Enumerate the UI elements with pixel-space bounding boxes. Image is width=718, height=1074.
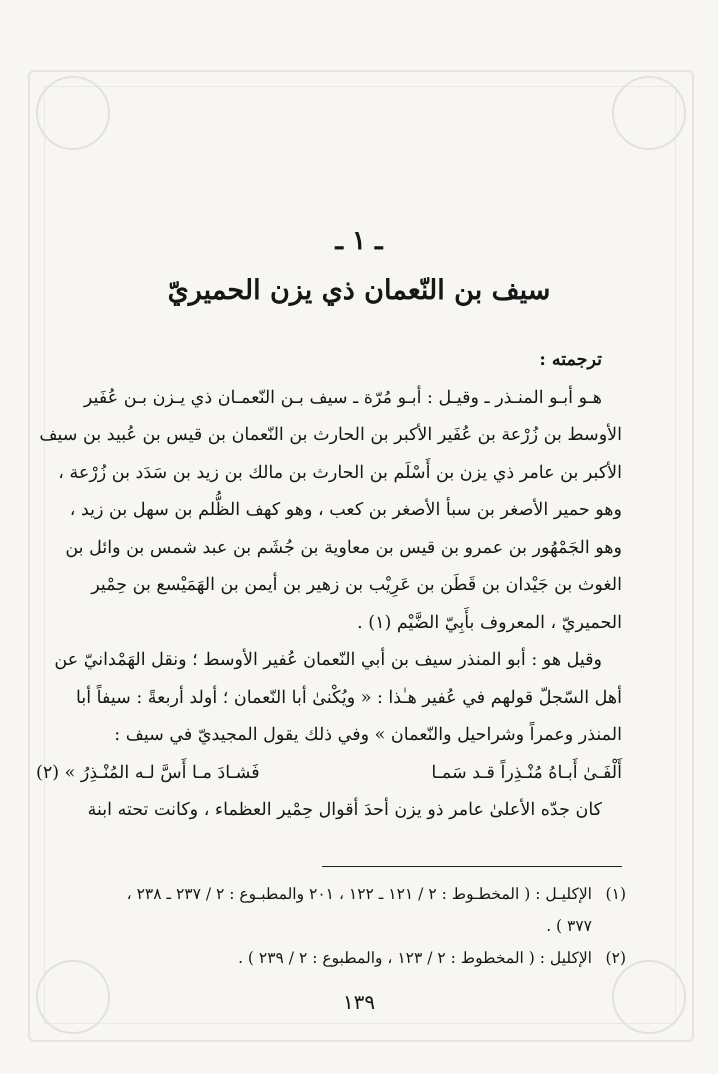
footnote-text: الإكليـل : ( المخطـوط : ٢ / ١٢١ ـ ١٢٢ ، ٢٠١ والمطبـوع : ٢ / ٢٣٧ ـ ٢٣٨ ،: [126, 885, 592, 903]
footnote-number: (١): [605, 885, 626, 903]
section-heading: ترجمته :: [539, 350, 602, 370]
footnote-number: (٢): [605, 949, 626, 967]
text-line: أهل السّجلّ قولهم في عُفير هـٰذا : « ويُكْنىٰ أبا النّعمان ؛ أولد أربعةً : سيفاً أبا: [76, 687, 622, 708]
footnote-text-cont: ٣٧٧ ) .: [546, 917, 592, 935]
text-line: هـو أبـو المنـذر ـ وقيـل : أبـو مُرّة ـ سيف بـن النّعمـان ذي يـزن بـن عُفَير: [83, 387, 602, 408]
poem-first-hemistich: أَلْفَـىٰ أَبـاهُ مُنْـذِراً قـد سَمـا: [431, 762, 622, 783]
text-line: المنذر وعمراً وشراحيل والنّعمان » وفي ذلك يقول المجيديّ في سيف :: [114, 725, 622, 745]
text-line: الحميريّ ، المعروف بأَبِيّ الضَّيْم (١) .: [357, 612, 622, 633]
poem-verse: [36, 755, 622, 793]
text-line: وهو الجَمْهُور بن عمرو بن قيس بن معاوية بن جُشَم بن عبد شمس بن وائل بن: [65, 537, 622, 558]
text-line: الغوث بن جَيْدان بن قَطَن بن عَرِيْب بن زهير بن أيمن بن الهَمَيْسع بن حِمْير: [91, 575, 622, 595]
page-number: ١٣٩: [342, 990, 376, 1014]
text-line: وهو حمير الأصغر بن سبأ الأصغر بن كعب ، وهو كهف الظُّلم بن سهل بن زيد ،: [69, 500, 622, 520]
section-number: ـ ١ ـ: [335, 226, 383, 256]
chapter-title: سيف بن النّعمان ذي يزن الحميريّ: [167, 275, 551, 306]
poem-second-hemistich: فَشـادَ مـا أَسَّ لـه المُنْـذِرُ » (٢): [36, 762, 260, 783]
text-line: كان جدّه الأعلىٰ عامر ذو يزن أحدَ أقوال حِمْير العظماء ، وكانت تحته ابنة: [87, 800, 602, 820]
text-line: وقيل هو : أبو المنذر سيف بن أبي النّعمان عُفير الأوسط ؛ ونقل الهَمْدانيّ عن: [54, 650, 602, 670]
footnote-2: [36, 942, 626, 974]
footnote-divider: [322, 866, 622, 867]
text-line: الأوسط بن زُرْعة بن عُفَير الأكبر بن الحارث بن النّعمان بن قيس بن عُبيد بن سيف: [39, 425, 622, 445]
footnote-text: الإكليل : ( المخطوط : ٢ / ١٢٣ ، والمطبوع : ٢ / ٢٣٩ ) .: [238, 949, 592, 967]
text-line: الأكبر بن عامر ذي يزن بن أَسْلَم بن الحارث بن مالك بن زيد بن سَدَد بن زُرْعة ،: [58, 462, 622, 483]
main-text: [36, 342, 622, 830]
footnote-1: [36, 878, 626, 942]
